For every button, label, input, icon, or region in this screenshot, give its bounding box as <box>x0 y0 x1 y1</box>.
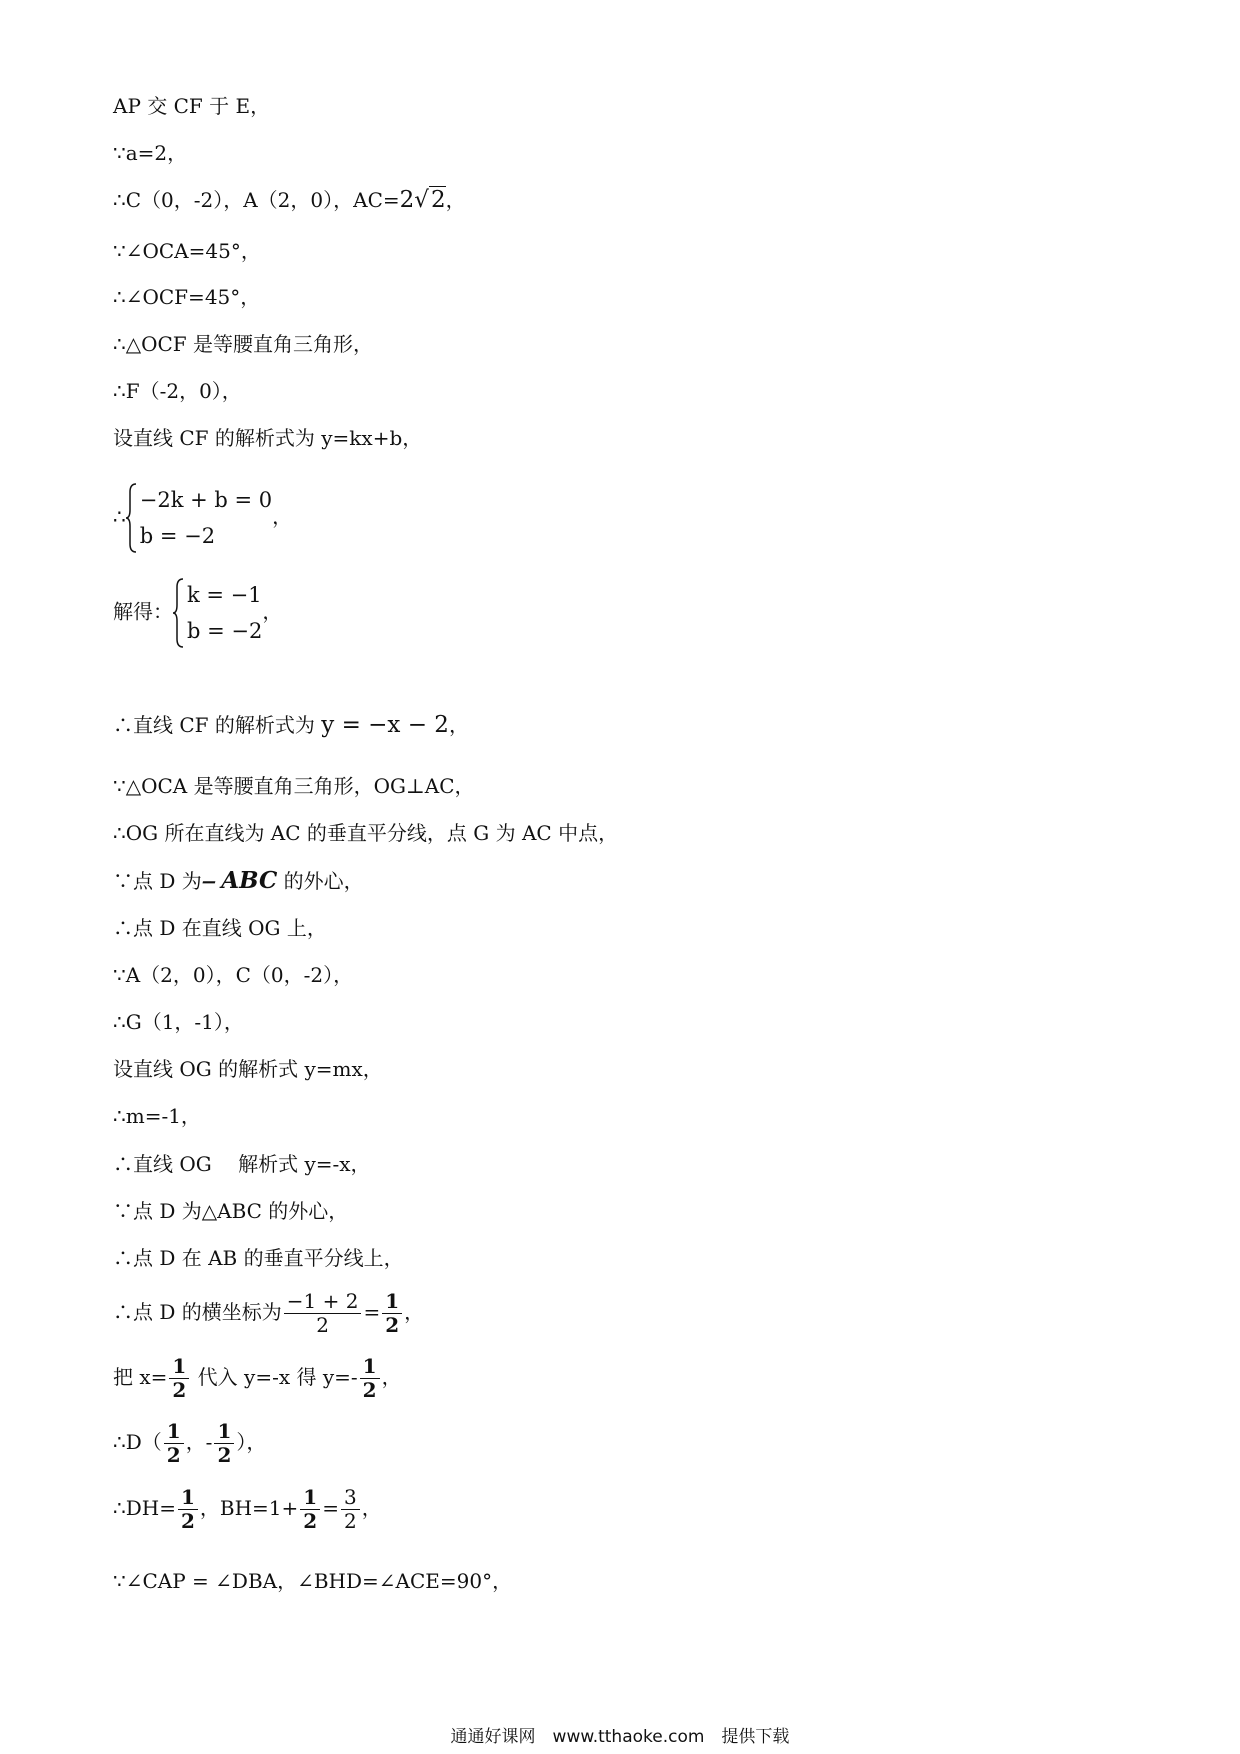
line-26: ∴DH= $\frac{1}{2}$ ，BH=1+ $\frac{1}{2}$ = $\frac{3}{2}$ ， <box>113 1485 382 1533</box>
equation-system: −2k + b = 0 b = −2 <box>126 482 272 554</box>
line-8: 设直线 CF 的解析式为 y=kx+b， <box>113 426 423 450</box>
line-21: ∵点 D 为△ABC 的外心， <box>113 1199 349 1223</box>
line-7: ∴F（-2，0）， <box>113 379 242 403</box>
line-6: ∴△OCF 是等腰直角三角形， <box>113 332 374 356</box>
fraction: $\frac{-1 + 2}{2}$ <box>284 1290 362 1337</box>
line-16: ∵A（2，0），C（0，-2）， <box>113 963 354 987</box>
line-15: ∴点 D 在直线 OG 上， <box>113 916 327 940</box>
line-3: ∴C（0，-2），A（2，0），AC=2√2， <box>113 187 466 213</box>
line-19: ∴m=-1， <box>113 1104 201 1128</box>
fraction: $\frac{1}{2}$ <box>382 1290 402 1337</box>
footer-credit: 通通好课网 www.tthaoke.com 提供下载 <box>450 1727 790 1747</box>
line-24: 把 x= $\frac{1}{2}$ 代入 y=-x 得 y=- $\frac{1}{2}$ ， <box>113 1354 402 1402</box>
fraction: $\frac{1}{2}$ <box>164 1420 184 1467</box>
line-23: ∴点 D 的横坐标为 $\frac{-1 + 2}{2}$ = $\frac{1}{2}$ ， <box>113 1289 425 1337</box>
fraction: $\frac{1}{2}$ <box>169 1355 189 1402</box>
line-27: ∵∠CAP = ∠DBA，∠BHD=∠ACE=90°， <box>113 1569 513 1593</box>
fraction: $\frac{1}{2}$ <box>300 1486 320 1533</box>
line-13: ∴OG 所在直线为 AC 的垂直平分线，点 G 为 AC 中点， <box>113 821 619 845</box>
fraction: $\frac{1}{2}$ <box>178 1486 198 1533</box>
line-5: ∴∠OCF=45°， <box>113 285 261 309</box>
line-10-solution-system: 解得： k = −1 b = −2 ， <box>113 577 282 649</box>
left-brace-icon <box>126 482 138 554</box>
line-17: ∴G（1，-1）， <box>113 1010 244 1034</box>
line-1: AP 交 CF 于 E， <box>113 94 271 118</box>
line-14: ∵点 D 为⎯ ABC 的外心， <box>113 867 364 894</box>
line-22: ∴点 D 在 AB 的垂直平分线上， <box>113 1246 404 1270</box>
line-11: ∴直线 CF 的解析式为 y = −x − 2， <box>113 712 469 738</box>
line-12: ∵△OCA 是等腰直角三角形，OG⊥AC， <box>113 774 475 798</box>
line-25: ∴D（ $\frac{1}{2}$ ，- $\frac{1}{2}$ ）， <box>113 1419 267 1467</box>
fraction: $\frac{1}{2}$ <box>214 1420 234 1467</box>
line-2: ∵a=2， <box>113 141 188 165</box>
line-9-equation-system: ∴ −2k + b = 0 b = −2 ， <box>113 482 292 554</box>
line-4: ∵∠OCA=45°， <box>113 239 261 263</box>
sqrt-expression: 2√2 <box>399 187 446 213</box>
fraction: $\frac{1}{2}$ <box>360 1355 380 1402</box>
left-brace-icon <box>173 577 185 649</box>
line-20: ∴直线 OG 解析式 y=-x， <box>113 1152 371 1176</box>
solution-system: k = −1 b = −2 <box>173 577 262 649</box>
line-18: 设直线 OG 的解析式 y=mx， <box>113 1057 383 1081</box>
fraction: $\frac{3}{2}$ <box>341 1486 360 1533</box>
